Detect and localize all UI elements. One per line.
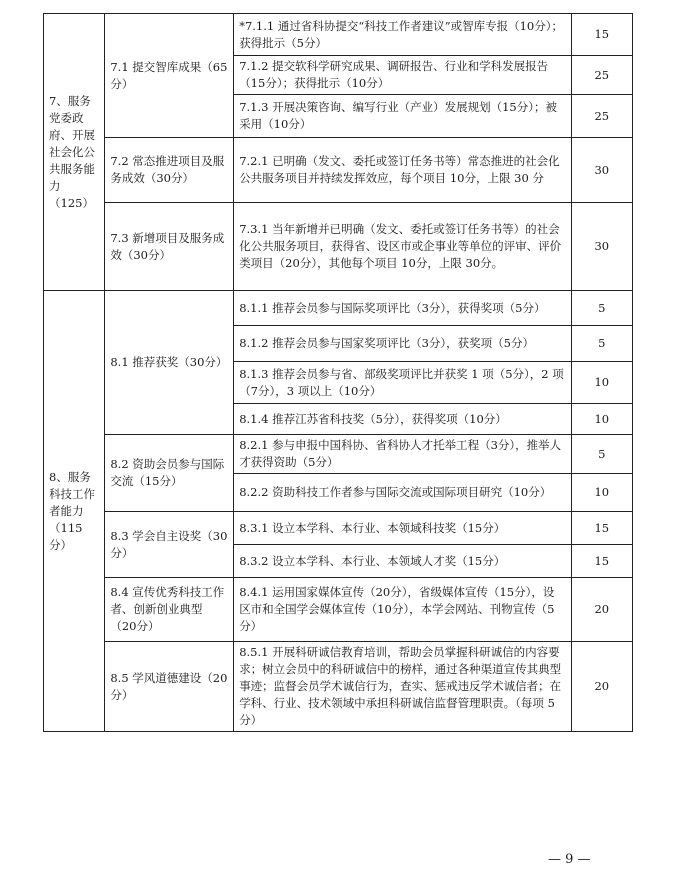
- table-row: [44, 138, 633, 203]
- subcategory-cell: 8.1 推荐获奖（30分）: [105, 291, 234, 435]
- item-cell: 8.1.2 推荐会员参与国家奖项评比（3分），获奖项（5分）: [234, 326, 571, 362]
- item-cell: 8.3.1 设立本学科、本行业、本领域科技奖（15分）: [234, 512, 571, 545]
- score-cell: 20: [571, 578, 632, 642]
- table-row: [44, 435, 633, 474]
- item-cell: 8.4.1 运用国家媒体宣传（20分），省级媒体宣传（15分），设区市和全国学会媒体宣传（10分），本学会网站、刊物宣传（5分）: [234, 578, 571, 642]
- item-cell: *7.1.1 通过省科协提交“科技工作者建议”或智库专报（10分）；获得批示（5分）: [234, 14, 571, 56]
- subcategory-cell: 7.1 提交智库成果（65分）: [105, 14, 234, 138]
- item-cell: 8.1.4 推荐江苏省科技奖（5分），获得奖项（10分）: [234, 404, 571, 435]
- score-cell: 5: [571, 435, 632, 474]
- subcategory-cell: 8.3 学会自主设奖（30分）: [105, 512, 234, 578]
- item-cell: 8.2.1 参与申报中国科协、省科协人才托举工程（3分），推举人才获得资助（5分）: [234, 435, 571, 474]
- table-row: [44, 291, 633, 326]
- page-number: — 9 —: [548, 852, 591, 867]
- score-cell: 15: [571, 512, 632, 545]
- table-row: [44, 578, 633, 642]
- item-cell: 8.1.3 推荐会员参与省、部级奖项评比并获奖 1 项（5分），2 项（7分），3 项以上（10分）: [234, 362, 571, 404]
- score-cell: 25: [571, 95, 632, 138]
- score-cell: 5: [571, 291, 632, 326]
- category-cell: 7、服务党委政府、开展社会化公共服务能力（125）: [44, 14, 105, 291]
- table-row: [44, 203, 633, 291]
- score-cell: 10: [571, 404, 632, 435]
- subcategory-cell: 8.2 资助会员参与国际交流（15分）: [105, 435, 234, 512]
- item-cell: 8.5.1 开展科研诚信教育培训，帮助会员掌握科研诚信的内容要求；树立会员中的科研诚信中的榜样，通过各种渠道宣传其典型事迹；监督会员学术诚信行为，查实、惩戒违反学术诚信者；在学科、行业、技术领域中承担科研诚信监督管理职责。（每项 5分）: [234, 642, 571, 732]
- item-cell: 7.3.1 当年新增并已明确（发文、委托或签订任务书等）的社会化公共服务项目，获得省、设区市或企事业等单位的评审、评价类项目（20分），其他每个项目 10分，上限 30分。: [234, 203, 571, 291]
- score-cell: 10: [571, 474, 632, 512]
- table-row: [44, 642, 633, 732]
- score-cell: 15: [571, 545, 632, 578]
- score-cell: 5: [571, 326, 632, 362]
- scoring-table: [43, 13, 633, 732]
- score-cell: 10: [571, 362, 632, 404]
- item-cell: 8.2.2 资助科技工作者参与国际交流或国际项目研究（10分）: [234, 474, 571, 512]
- subcategory-cell: 7.2 常态推进项目及服务成效（30分）: [105, 138, 234, 203]
- item-cell: 8.3.2 设立本学科、本行业、本领域人才奖（15分）: [234, 545, 571, 578]
- score-cell: 25: [571, 56, 632, 95]
- item-cell: 7.1.2 提交软科学研究成果、调研报告、行业和学科发展报告（15分）；获得批示（10分）: [234, 56, 571, 95]
- score-cell: 20: [571, 642, 632, 732]
- table-row: [44, 14, 633, 56]
- item-cell: 8.1.1 推荐会员参与国际奖项评比（3分），获得奖项（5分）: [234, 291, 571, 326]
- score-cell: 30: [571, 138, 632, 203]
- score-cell: 30: [571, 203, 632, 291]
- item-cell: 7.2.1 已明确（发文、委托或签订任务书等）常态推进的社会化公共服务项目并持续发挥效应，每个项目 10分，上限 30 分: [234, 138, 571, 203]
- score-cell: 15: [571, 14, 632, 56]
- category-cell: 8、服务科技工作者能力（115分）: [44, 291, 105, 732]
- subcategory-cell: 8.4 宣传优秀科技工作者、创新创业典型（20分）: [105, 578, 234, 642]
- table-row: [44, 512, 633, 545]
- item-cell: 7.1.3 开展决策咨询、编写行业（产业）发展规划（15分）；被采用（10分）: [234, 95, 571, 138]
- subcategory-cell: 7.3 新增项目及服务成效（30分）: [105, 203, 234, 291]
- subcategory-cell: 8.5 学风道德建设（20分）: [105, 642, 234, 732]
